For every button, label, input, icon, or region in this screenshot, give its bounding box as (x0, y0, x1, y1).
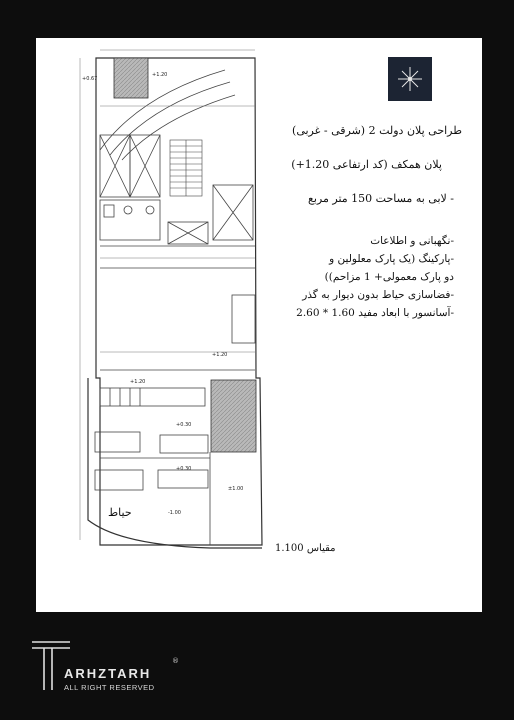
level-label: +0.67 (82, 76, 98, 82)
feature-item: دو پارک معمولی+ 1 مزاحم)) (324, 271, 454, 283)
stair (170, 140, 202, 196)
level-label: -1.00 (168, 510, 181, 516)
level-label: ±1.00 (228, 486, 244, 492)
feature-list (234, 232, 454, 322)
feature-item: -نگهبانی و اطلاعات (370, 235, 454, 247)
level-label: +0.30 (176, 422, 192, 428)
plan-subtitle: پلان همکف (کد ارتفاعی 1.20+) (291, 158, 442, 171)
scale-label: مقیاس 1.100 (275, 543, 336, 554)
feature-item: -پارکینگ (یک پارک معلولین و (329, 253, 454, 265)
lobby (100, 246, 255, 370)
hatched-zone-top (114, 58, 148, 98)
registered-mark: ® (172, 657, 179, 665)
level-label: +0.30 (176, 466, 192, 472)
hatched-zone-right (211, 380, 256, 452)
parking-bays-top (100, 135, 253, 240)
feature-item: -آسانسور با ابعاد مفید 1.60 * 2.60 (296, 307, 454, 319)
yard-label: حیاط (108, 506, 132, 519)
level-label: +1.20 (152, 72, 168, 78)
brand-name: ARHZTARH (64, 666, 152, 681)
plan-title: طراحی پلان دولت 2 (شرقی - غربی) (292, 124, 462, 137)
yard-parking (95, 388, 210, 545)
level-label: +1.20 (212, 352, 228, 358)
level-label: +1.20 (130, 379, 146, 385)
lobby-note: - لابی به مساحت 150 متر مربع (308, 192, 454, 205)
compass-logo-icon (388, 57, 432, 101)
brand-tagline: ALL RIGHT RESERVED (64, 683, 155, 692)
feature-item: -فضاسازی حیاط بدون دیوار به گذر (302, 289, 454, 301)
service-rooms (100, 200, 208, 244)
